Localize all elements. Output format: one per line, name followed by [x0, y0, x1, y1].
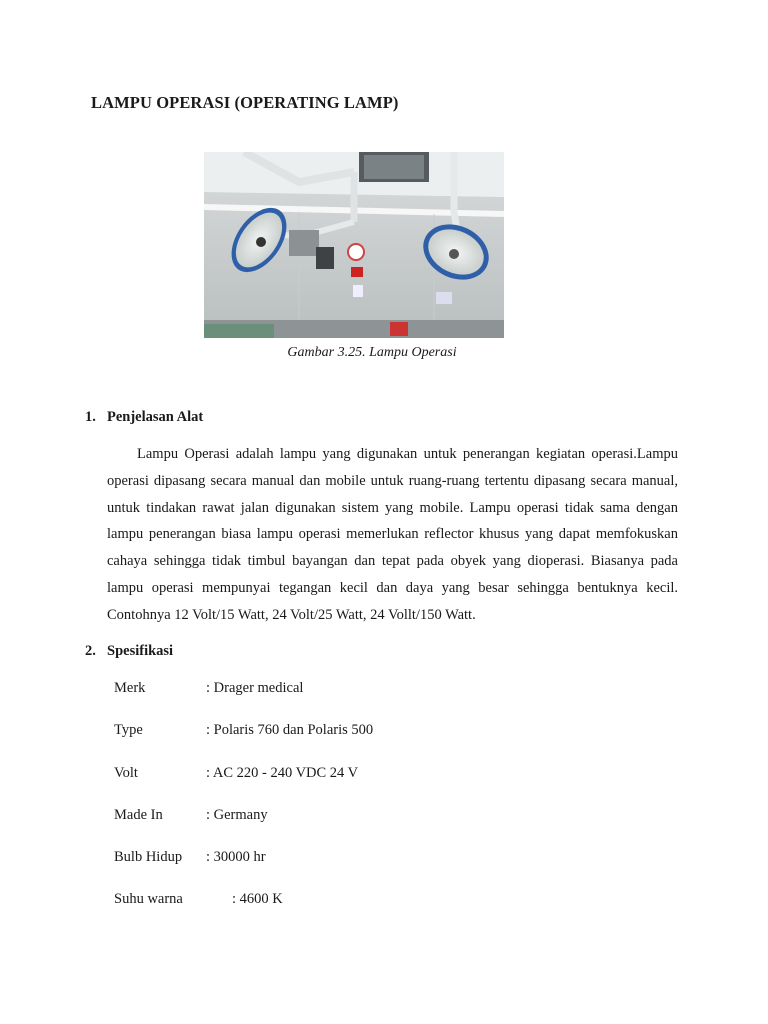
figure-caption: Gambar 3.25. Lampu Operasi — [287, 345, 457, 360]
spec-value: : 30000 hr — [206, 849, 266, 865]
spec-value: : Drager medical — [206, 680, 304, 696]
spec-value: : 4600 K — [232, 891, 283, 907]
spec-label: Merk — [114, 680, 146, 696]
spec-label: Type — [114, 722, 143, 738]
document-title: LAMPU OPERASI (OPERATING LAMP) — [91, 93, 399, 112]
spec-label: Volt — [114, 765, 138, 781]
operating-lamp-photo — [204, 152, 504, 338]
section-number: 2. — [85, 643, 96, 659]
section-paragraph — [107, 441, 678, 629]
spec-value: : AC 220 - 240 VDC 24 V — [206, 765, 359, 781]
spec-label: Made In — [114, 807, 163, 823]
spec-value: : Polaris 760 dan Polaris 500 — [206, 722, 374, 738]
paragraph-text: Lampu Operasi adalah lampu yang digunakan untuk penerangan kegiatan operasi.Lampu operasi dipasang secara manual dan mobile untuk ruang-ruang tertentu dipasang secara manual, untuk tindakan rawat jalan digunakan sistem yang mobile. Lampu operasi tidak sama dengan lampu penerangan biasa lampu operasi memerlukan reflector khusus yang dapat memfokuskan cahaya sehingga tidak timbul bayangan dan tepat pada obyek yang dioperasi. Biasanya pada lampu operasi mempunyai tegangan kecil dan daya yang besar sehingga bentuknya kecil. Contohnya 12 Volt/15 Watt, 24 Volt/25 Watt, 24 Vollt/150 Watt. — [107, 446, 678, 623]
spec-label: Bulb Hidup — [114, 849, 183, 865]
section-heading-penjelasan — [85, 409, 203, 426]
section-title: Spesifikasi — [107, 643, 174, 659]
section-number: 1. — [85, 409, 96, 425]
section-heading-spesifikasi — [85, 643, 173, 660]
spec-label: Suhu warna — [114, 891, 183, 907]
spec-value: : Germany — [206, 807, 268, 823]
section-title: Penjelasan Alat — [107, 409, 204, 425]
